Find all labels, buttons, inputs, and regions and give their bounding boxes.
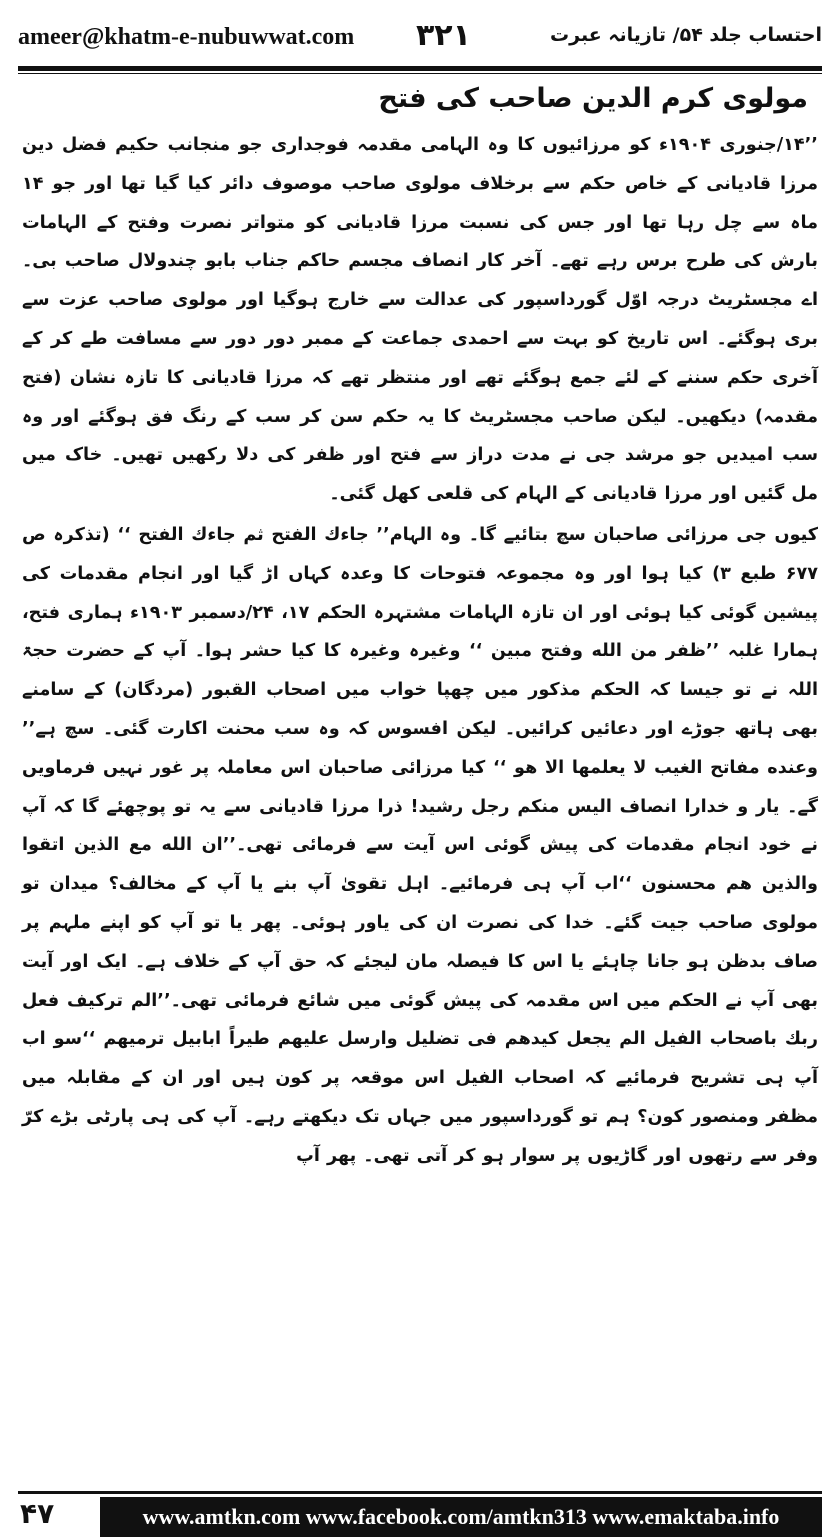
article-heading: مولوی کرم الدین صاحب کی فتح bbox=[378, 83, 808, 114]
footer-page-number: ۴۷ bbox=[20, 1497, 55, 1530]
footer-rule bbox=[18, 1491, 822, 1494]
paragraph-1: ’’۱۴/جنوری ۱۹۰۴ء کو مرزائیوں کا وہ الہامی مقدمہ فوجداری جو منجانب حکیم فضل دین مرزا قادیانی کے خاص حکم سے برخلاف مولوی صاحب موصوف دائر کیا گیا تھا اور جو ۱۴ ماہ سے چل رہا تھا اور جس کی نسبت مرزا قادیانی کو متواتر نصرت وفتح کے الہامات بارش کی طرح برس رہے تھے۔ آخر کار انصاف مجسم حاکم جناب بابو چندولال صاحب بی۔اے مجسٹریٹ درجہ اوّل گورداسپور کی عدالت سے خارج ہوگیا اور مولوی صاحب عزت سے بری ہوگئے۔ اس تاریخ کو بہت سے احمدی جماعت کے ممبر دور دور سے مسافت طے کر کے آخری حکم سننے کے لئے جمع ہوگئے تھے اور منتظر تھے کہ مرزا قادیانی کا تازہ نشان (فتح مقدمہ) دیکھیں۔ لیکن صاحب مجسٹریٹ کا یہ حکم سن کر سب کے رنگ فق ہوگئے اور وہ سب امیدیں جو مرشد جی نے مدت دراز سے فتح اور ظفر کی دلا رکھیں تھیں۔ خاک میں مل گئیں اور مرزا قادیانی کے الہام کی قلعی کھل گئی۔ bbox=[22, 135, 818, 505]
article-body bbox=[22, 76, 818, 1176]
footer-website-links: www.amtkn.com www.facebook.com/amtkn313 www.emaktaba.info bbox=[100, 1497, 822, 1537]
header-rule-thick bbox=[18, 66, 822, 71]
header-email: ameer@khatm-e-nubuwwat.com bbox=[18, 24, 355, 50]
header-page-number: ۳۲۱ bbox=[416, 18, 471, 53]
header-book-title: احتساب جلد ۵۴/ تازیانہ عبرت bbox=[550, 24, 822, 46]
header-rule-thin bbox=[18, 73, 822, 74]
paragraph-2: کیوں جی مرزائی صاحبان سچ بتائیے گا۔ وہ الہام’’ جاءك الفتح ثم جاءك الفتح ‘‘ (تذکرہ ص ۶۷۷ طبع ۳) کیا ہوا اور وہ مجموعہ فتوحات کا وعدہ کہاں اڑ گیا اور انجام مقدمات کی پیشین گوئی کیا ہوئی اور ان تازہ الہامات مشتہرہ الحکم ۱۷، ۲۴/دسمبر ۱۹۰۳ء ہماری فتح، ہمارا غلبہ ’’ظفر من الله وفتح مبین ‘‘ وغیرہ وغیرہ کا کیا حشر ہوا۔ آپ کے حضرت حجۃ اللہ نے تو جیسا کہ الحکم مذکور میں چھپا خواب میں اصحاب القبور (مردگان) کے سامنے بھی ہاتھ جوڑے اور دعائیں کرائیں۔ لیکن افسوس کہ وہ سب محنت اکارت گئی۔ سچ ہے’’ وعنده مفاتح الغیب لا یعلمها الا هو ‘‘ کیا مرزائی صاحبان اس معاملہ پر غور نہیں فرماویں گے۔ یار و خدارا انصاف الیس منکم رجل رشید! ذرا مرزا قادیانی سے یہ تو پوچھئے گا کہ آپ نے خود انجام مقدمات کی پیش گوئی اس آیت سے فرمائی تھی۔’’ان الله مع الذین اتقوا والذین هم محسنون ‘‘اب آپ ہی فرمائیے۔ اہل تقویٰ آپ بنے یا آپ کے مخالف؟ میدان تو مولوی صاحب جیت گئے۔ خدا کی نصرت ان کی یاور ہوئی۔ پھر یا تو آپ کو اپنے ملہم پر صاف بدظن ہو جانا چاہئے یا اس کا فیصلہ مان لیجئے کہ حق آپ کے خلاف ہے۔ ایک اور آیت بھی آپ نے الحکم میں اس مقدمہ کی پیش گوئی میں شائع فرمائی تھی۔’’الم ترکیف فعل ربك باصحاب الفیل الم یجعل کیدهم فی تضلیل وارسل علیهم طیراً ابابیل ترمیهم ‘‘سو اب آپ ہی تشریح فرمائیے کہ اصحاب الفیل اس موقعہ پر کون ہیں اور ان کے مقابلہ میں مظفر ومنصور کون؟ ہم تو گورداسپور میں جہاں تک دیکھتے رہے۔ آپ کی ہی پارٹی بڑے کرّ وفر سے رتھوں اور گاڑیوں پر سوار ہو کر آتی تھی۔ پھر آپ bbox=[22, 524, 818, 1166]
page-header bbox=[18, 18, 822, 62]
